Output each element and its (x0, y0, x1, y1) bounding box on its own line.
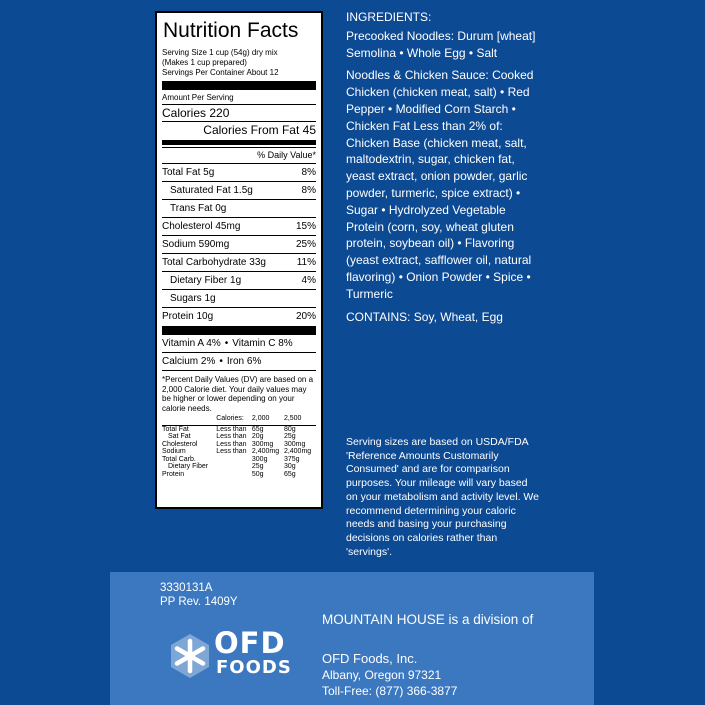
table-row: Total Carb. 300g 375g (162, 455, 300, 463)
nutrient-row: Protein 10g 20% (162, 307, 316, 325)
snowflake-logo-icon (166, 632, 214, 680)
nutrient-row: Saturated Fat 1.5g 8% (162, 181, 316, 199)
revision-code: PP Rev. 1409Y (160, 596, 238, 608)
bullet: • (219, 356, 223, 367)
calories: Calories 220 (162, 104, 316, 121)
daily-value-header: % Daily Value* (162, 147, 316, 163)
calories-from-fat: Calories From Fat 45 (162, 121, 316, 138)
divider-medium (162, 140, 316, 145)
table-row: Dietary Fiber 25g 30g (168, 463, 296, 470)
daily-value-footnote: *Percent Daily Values (DV) are based on a 2,000 Calorie diet. Your daily values may be higher or lower depending on your calorie needs. (162, 375, 314, 413)
nutrient-row: Sugars 1g (162, 289, 316, 307)
vitamin-a: Vitamin A 4% (162, 338, 221, 349)
serving-size: Serving Size 1 cup (54g) dry mix (162, 48, 278, 57)
calcium: Calcium 2% (162, 356, 216, 367)
division-statement: MOUNTAIN HOUSE is a division of (322, 612, 534, 627)
divider-thick (162, 81, 316, 90)
nutrition-title: Nutrition Facts (163, 19, 299, 42)
company-city: Albany, Oregon 97321 (322, 668, 442, 682)
nutrient-row: Cholesterol 45mg 15% (162, 217, 316, 235)
nutrient-row: Total Fat 5g 8% (162, 163, 316, 181)
allergen-contains: CONTAINS: Soy, Wheat, Egg (346, 309, 503, 324)
ofd-foods-logo (166, 626, 296, 682)
ingredients-sauce: Noodles & Chicken Sauce: Cooked Chicken (chicken meat, salt) • Red Pepper • Modified Corn Starch • Chicken Fat Less than 2% of: Chicken Base (chicken meat, salt, maltodextrin, sugar, chicken fat, yeast extract, onion powder, garlic powder, turmeric, spice extract) • Sugar • Hydrolyzed Vegetable Protein (corn, soy, wheat gluten protein, soybean oil) • Flavoring (yeast extract, safflower oil, natural flavoring) • Onion Powder • Spice • Turmeric (346, 68, 534, 301)
divider (162, 370, 316, 371)
iron: Iron 6% (226, 356, 262, 367)
table-row: Total Fat Less than 65g 80g (162, 425, 296, 433)
serving-size-note: Serving sizes are based on USDA/FDA 'Reference Amounts Customarily Consumed' and are for comparison purposes. Your mileage will vary based on your metabolism and activity level. We recommend determining your caloric needs and basing your purchasing decisions on calories rather than 'servings'. (346, 436, 539, 558)
company-phone: Toll-Free: (877) 366-3877 (322, 684, 458, 698)
vitamins-row (162, 335, 316, 352)
nutrition-facts-label (155, 11, 323, 509)
nutrient-row: Trans Fat 0g (162, 199, 316, 217)
divider-thick (162, 326, 316, 335)
bullet: • (224, 338, 229, 349)
nutrient-row: Sodium 590mg 25% (162, 235, 316, 253)
product-code: 3330131A (160, 582, 213, 594)
nutrient-row: Dietary Fiber 1g 4% (162, 271, 316, 289)
product-codes (160, 581, 238, 609)
table-row: Sodium Less than 2,400mg 2,400mg (162, 448, 312, 455)
nutrient-row: Total Carbohydrate 33g 11% (162, 253, 316, 271)
table-header-row: Calories: 2,000 2,500 (162, 415, 316, 425)
minerals-row (162, 352, 316, 370)
company-name: OFD Foods, Inc. (322, 651, 418, 666)
daily-value-table (162, 415, 316, 478)
vitamin-c: Vitamin C 8% (232, 338, 293, 349)
logo-text-foods: FOODS (216, 657, 292, 678)
table-row: Sat Fat Less than 20g 25g (168, 433, 296, 440)
company-address (322, 650, 457, 699)
table-row: Protein 50g 65g (162, 470, 296, 478)
logo-text-ofd: OFD (214, 626, 286, 660)
amount-per-serving: Amount Per Serving (162, 93, 234, 102)
ingredients-noodles: Precooked Noodles: Durum [wheat] Semolina • Whole Egg • Salt (346, 28, 536, 60)
table-row: Cholesterol Less than 300mg 300mg (162, 440, 306, 448)
servings-per-container: Servings Per Container About 12 (162, 68, 279, 77)
ingredients-heading: INGREDIENTS: (346, 10, 432, 24)
makes-prepared: (Makes 1 cup prepared) (162, 58, 247, 67)
ingredients-block (346, 9, 546, 331)
company-panel (110, 572, 594, 705)
